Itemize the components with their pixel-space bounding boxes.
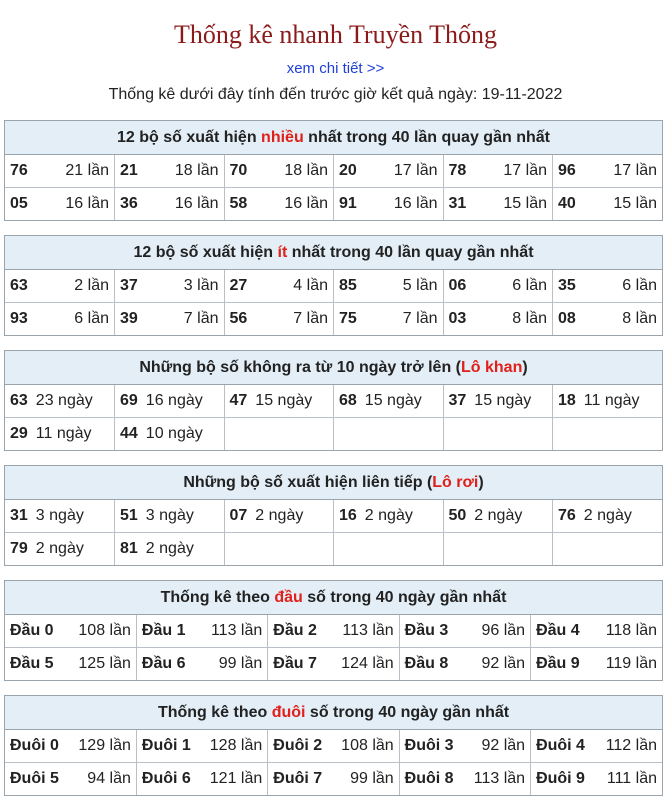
stats-section bbox=[4, 695, 663, 796]
stat-count: 108 lần bbox=[341, 737, 394, 754]
stat-cell bbox=[443, 533, 553, 566]
section-heading bbox=[5, 696, 662, 730]
stat-cell bbox=[531, 615, 662, 648]
stats-section bbox=[4, 465, 663, 566]
stat-count: 99 lần bbox=[350, 770, 394, 787]
section-heading-text: Những bộ số không ra từ 10 ngày trở lên ( bbox=[139, 359, 461, 376]
stat-number: Đuôi 4 bbox=[536, 737, 585, 754]
stat-cell bbox=[5, 270, 115, 303]
stat-cell bbox=[5, 188, 115, 221]
stat-count: 16 ngày bbox=[145, 392, 203, 409]
stat-cell bbox=[136, 730, 267, 763]
stat-number: 78 bbox=[448, 162, 467, 179]
stat-cell bbox=[334, 500, 444, 533]
stat-count: 108 lần bbox=[78, 622, 131, 639]
section-heading-text: nhất trong 40 lần quay gần nhất bbox=[303, 129, 550, 146]
stat-cell bbox=[334, 533, 444, 566]
table-row bbox=[5, 155, 662, 188]
stat-cell bbox=[531, 648, 662, 681]
stat-cell bbox=[399, 615, 530, 648]
stat-number: Đuôi 8 bbox=[404, 770, 454, 787]
stat-count: 2 ngày bbox=[255, 507, 304, 524]
stat-count: 15 lần bbox=[503, 195, 547, 212]
stat-count: 128 lần bbox=[209, 737, 263, 754]
stat-count: 113 lần bbox=[473, 770, 526, 787]
stat-cell bbox=[5, 730, 136, 763]
stat-count: 111 lần bbox=[606, 770, 657, 787]
stat-cell bbox=[443, 303, 553, 336]
stat-count: 23 ngày bbox=[35, 392, 93, 409]
table-row bbox=[5, 303, 662, 336]
stat-number: Đầu 9 bbox=[536, 655, 580, 672]
stat-cell bbox=[553, 303, 663, 336]
stat-number: 08 bbox=[558, 310, 576, 327]
section-heading-text: nhất trong 40 lần quay gần nhất bbox=[287, 244, 534, 261]
section-heading bbox=[5, 351, 662, 385]
stats-table bbox=[5, 500, 662, 565]
stat-cell bbox=[399, 730, 530, 763]
stat-number: 76 bbox=[558, 507, 576, 524]
stat-cell bbox=[399, 648, 530, 681]
stat-number: 39 bbox=[120, 310, 138, 327]
stat-cell bbox=[334, 270, 444, 303]
stat-number: 07 bbox=[229, 507, 248, 524]
stat-count: 2 ngày bbox=[145, 540, 194, 557]
stat-count: 92 lần bbox=[481, 655, 526, 672]
stat-count: 11 ngày bbox=[35, 425, 92, 442]
section-heading-text: Những bộ số xuất hiện liên tiếp ( bbox=[183, 474, 433, 491]
stat-count: 16 lần bbox=[65, 195, 109, 212]
stat-cell bbox=[5, 155, 115, 188]
stat-cell bbox=[443, 155, 553, 188]
stat-cell bbox=[5, 303, 115, 336]
stat-number: Đuôi 0 bbox=[10, 737, 59, 754]
stat-count: 18 lần bbox=[284, 162, 328, 179]
stats-section bbox=[4, 120, 663, 221]
stat-number: 35 bbox=[558, 277, 576, 294]
stat-count: 113 lần bbox=[210, 622, 263, 639]
stat-cell bbox=[553, 188, 663, 221]
stat-count: 99 lần bbox=[218, 655, 263, 672]
stat-cell bbox=[224, 155, 334, 188]
stat-cell bbox=[115, 155, 225, 188]
stat-number: 85 bbox=[339, 277, 357, 294]
stat-number: 21 bbox=[120, 162, 138, 179]
stat-number: 81 bbox=[120, 540, 138, 557]
section-heading-highlight: Lô khan bbox=[461, 359, 523, 376]
stats-table bbox=[5, 270, 662, 335]
stat-cell bbox=[553, 155, 663, 188]
stats-section bbox=[4, 580, 663, 681]
table-row bbox=[5, 533, 662, 566]
stat-number: Đầu 6 bbox=[141, 655, 186, 672]
stat-number: Đuôi 9 bbox=[536, 770, 585, 787]
stat-cell bbox=[115, 188, 225, 221]
stat-number: 16 bbox=[339, 507, 357, 524]
stat-count: 15 ngày bbox=[364, 392, 422, 409]
section-heading bbox=[5, 466, 662, 500]
stat-count: 7 lần bbox=[402, 310, 438, 327]
stat-number: 75 bbox=[339, 310, 357, 327]
stat-count: 3 ngày bbox=[145, 507, 194, 524]
stat-count: 16 lần bbox=[174, 195, 219, 212]
stat-count: 119 lần bbox=[605, 655, 657, 672]
stat-count: 2 ngày bbox=[364, 507, 413, 524]
stat-cell bbox=[224, 500, 334, 533]
stat-cell bbox=[553, 385, 663, 418]
stats-table bbox=[5, 615, 662, 680]
stat-count: 96 lần bbox=[481, 622, 526, 639]
stat-count: 16 lần bbox=[284, 195, 328, 212]
stat-number: 20 bbox=[339, 162, 357, 179]
table-row bbox=[5, 270, 662, 303]
stat-cell bbox=[115, 418, 225, 451]
section-heading bbox=[5, 581, 662, 615]
stat-number: 27 bbox=[229, 277, 248, 294]
stat-number: 31 bbox=[448, 195, 467, 212]
stat-number: 96 bbox=[558, 162, 576, 179]
stat-cell bbox=[334, 188, 444, 221]
stat-count: 15 ngày bbox=[255, 392, 313, 409]
stat-number: Đầu 1 bbox=[141, 622, 186, 639]
stat-cell bbox=[5, 418, 115, 451]
stat-cell bbox=[443, 500, 553, 533]
view-details-link[interactable]: xem chi tiết >> bbox=[286, 60, 385, 77]
section-heading-text: số trong 40 ngày gần nhất bbox=[305, 704, 510, 721]
stat-cell bbox=[115, 303, 225, 336]
stat-number: 44 bbox=[120, 425, 138, 442]
stat-number: 63 bbox=[10, 277, 28, 294]
stat-cell bbox=[224, 188, 334, 221]
stat-cell bbox=[399, 763, 530, 796]
table-row bbox=[5, 730, 662, 763]
stat-cell bbox=[5, 763, 136, 796]
stat-count: 17 lần bbox=[613, 162, 657, 179]
stat-count: 125 lần bbox=[78, 655, 131, 672]
stat-cell bbox=[443, 270, 553, 303]
page-title: Thống kê nhanh Truyền Thống bbox=[173, 20, 498, 49]
section-heading-text: 12 bộ số xuất hiện bbox=[133, 244, 278, 261]
stat-number: 37 bbox=[448, 392, 467, 409]
stats-section bbox=[4, 235, 663, 336]
stat-number: 56 bbox=[229, 310, 248, 327]
stat-count: 118 lần bbox=[605, 622, 657, 639]
table-row bbox=[5, 500, 662, 533]
stat-cell bbox=[115, 533, 225, 566]
stat-count: 15 lần bbox=[613, 195, 657, 212]
section-heading-text: ) bbox=[522, 359, 528, 376]
stat-count: 6 lần bbox=[74, 310, 109, 327]
section-heading-highlight: nhiều bbox=[261, 129, 304, 146]
stat-count: 94 lần bbox=[87, 770, 131, 787]
stat-count: 5 lần bbox=[402, 277, 438, 294]
stats-table bbox=[5, 155, 662, 220]
stat-number: Đầu 5 bbox=[10, 655, 54, 672]
stat-count: 6 lần bbox=[622, 277, 657, 294]
stat-cell bbox=[5, 615, 136, 648]
stat-count: 2 ngày bbox=[474, 507, 523, 524]
stat-cell bbox=[115, 270, 225, 303]
stats-section bbox=[4, 350, 663, 451]
stat-count: 7 lần bbox=[293, 310, 328, 327]
stat-number: 31 bbox=[10, 507, 28, 524]
stat-cell bbox=[553, 418, 663, 451]
table-row bbox=[5, 385, 662, 418]
stat-count: 17 lần bbox=[503, 162, 547, 179]
stat-count: 8 lần bbox=[512, 310, 547, 327]
stat-cell bbox=[224, 533, 334, 566]
stat-cell bbox=[443, 418, 553, 451]
stat-count: 15 ngày bbox=[474, 392, 532, 409]
stat-number: Đầu 7 bbox=[273, 655, 317, 672]
stat-number: 37 bbox=[120, 277, 138, 294]
stat-cell bbox=[115, 385, 225, 418]
stat-cell bbox=[268, 648, 399, 681]
stat-number: Đuôi 5 bbox=[10, 770, 59, 787]
stat-count: 18 lần bbox=[174, 162, 219, 179]
stat-cell bbox=[268, 615, 399, 648]
stat-number: Đầu 0 bbox=[10, 622, 54, 639]
stats-table bbox=[5, 385, 662, 450]
stat-cell bbox=[553, 533, 663, 566]
stat-count: 124 lần bbox=[341, 655, 394, 672]
stat-cell bbox=[136, 648, 267, 681]
stat-number: 03 bbox=[448, 310, 467, 327]
stat-number: 51 bbox=[120, 507, 138, 524]
stat-number: Đuôi 1 bbox=[141, 737, 191, 754]
stat-count: 7 lần bbox=[183, 310, 219, 327]
stat-cell bbox=[268, 730, 399, 763]
stat-cell bbox=[531, 730, 662, 763]
stat-cell bbox=[115, 500, 225, 533]
section-heading-text: số trong 40 ngày gần nhất bbox=[302, 589, 507, 606]
stat-count: 121 lần bbox=[209, 770, 263, 787]
stat-number: 29 bbox=[10, 425, 28, 442]
stat-count: 3 lần bbox=[183, 277, 219, 294]
stat-count: 16 lần bbox=[393, 195, 438, 212]
stat-number: 50 bbox=[448, 507, 467, 524]
stat-cell bbox=[334, 418, 444, 451]
stat-number: Đuôi 3 bbox=[404, 737, 454, 754]
stat-number: 76 bbox=[10, 162, 28, 179]
stat-cell bbox=[5, 648, 136, 681]
table-row bbox=[5, 418, 662, 451]
stat-number: 68 bbox=[339, 392, 357, 409]
section-heading-highlight: đuôi bbox=[271, 704, 306, 721]
table-row bbox=[5, 615, 662, 648]
stat-number: Đuôi 2 bbox=[273, 737, 323, 754]
stat-number: 05 bbox=[10, 195, 28, 212]
section-heading-text: Thống kê theo bbox=[160, 589, 275, 606]
stat-count: 113 lần bbox=[342, 622, 394, 639]
stat-number: 93 bbox=[10, 310, 28, 327]
stat-number: 79 bbox=[10, 540, 28, 557]
stat-count: 17 lần bbox=[393, 162, 438, 179]
stat-count: 2 lần bbox=[74, 277, 109, 294]
stat-cell bbox=[224, 270, 334, 303]
stat-number: 47 bbox=[229, 392, 248, 409]
stat-number: Đầu 3 bbox=[404, 622, 449, 639]
stat-cell bbox=[553, 270, 663, 303]
page-subtitle: Thống kê dưới đây tính đến trước giờ kết quả ngày: 19-11-2022 bbox=[108, 86, 563, 103]
stat-count: 129 lần bbox=[78, 737, 131, 754]
table-row bbox=[5, 763, 662, 796]
stat-count: 8 lần bbox=[622, 310, 657, 327]
stat-number: Đầu 2 bbox=[273, 622, 317, 639]
stat-number: Đầu 4 bbox=[536, 622, 580, 639]
stat-number: Đuôi 7 bbox=[273, 770, 323, 787]
stat-cell bbox=[553, 500, 663, 533]
section-heading bbox=[5, 121, 662, 155]
stat-count: 2 ngày bbox=[35, 540, 84, 557]
stat-count: 10 ngày bbox=[145, 425, 203, 442]
stat-number: 69 bbox=[120, 392, 138, 409]
section-heading-highlight: ít bbox=[277, 244, 288, 261]
stat-count: 3 ngày bbox=[35, 507, 84, 524]
table-row bbox=[5, 648, 662, 681]
stat-number: 63 bbox=[10, 392, 28, 409]
stat-cell bbox=[268, 763, 399, 796]
stat-count: 6 lần bbox=[512, 277, 547, 294]
stat-cell bbox=[224, 303, 334, 336]
stat-number: 06 bbox=[448, 277, 467, 294]
stat-count: 2 ngày bbox=[583, 507, 632, 524]
section-heading-highlight: đầu bbox=[274, 589, 303, 606]
stat-cell bbox=[5, 533, 115, 566]
stat-cell bbox=[136, 763, 267, 796]
stat-cell bbox=[334, 303, 444, 336]
stat-count: 11 ngày bbox=[583, 392, 640, 409]
section-heading-text: ) bbox=[478, 474, 484, 491]
stat-cell bbox=[334, 385, 444, 418]
stat-number: Đầu 8 bbox=[404, 655, 449, 672]
stat-cell bbox=[224, 385, 334, 418]
stat-cell bbox=[5, 500, 115, 533]
section-heading bbox=[5, 236, 662, 270]
stat-count: 92 lần bbox=[481, 737, 526, 754]
stat-number: 70 bbox=[229, 162, 248, 179]
stat-number: 36 bbox=[120, 195, 138, 212]
stat-number: 58 bbox=[229, 195, 248, 212]
section-heading-text: 12 bộ số xuất hiện bbox=[117, 129, 262, 146]
stat-cell bbox=[136, 615, 267, 648]
stat-cell bbox=[224, 418, 334, 451]
stat-cell bbox=[5, 385, 115, 418]
table-row bbox=[5, 188, 662, 221]
stat-count: 4 lần bbox=[293, 277, 328, 294]
stat-cell bbox=[443, 188, 553, 221]
section-heading-text: Thống kê theo bbox=[157, 704, 272, 721]
stat-number: Đuôi 6 bbox=[141, 770, 191, 787]
stat-number: 91 bbox=[339, 195, 357, 212]
section-heading-highlight: Lô rơi bbox=[432, 474, 479, 491]
stat-number: 40 bbox=[558, 195, 576, 212]
stat-cell bbox=[334, 155, 444, 188]
stat-number: 18 bbox=[558, 392, 576, 409]
stat-count: 112 lần bbox=[605, 737, 657, 754]
stat-cell bbox=[443, 385, 553, 418]
stat-cell bbox=[531, 763, 662, 796]
stat-count: 21 lần bbox=[65, 162, 109, 179]
stats-table bbox=[5, 730, 662, 795]
